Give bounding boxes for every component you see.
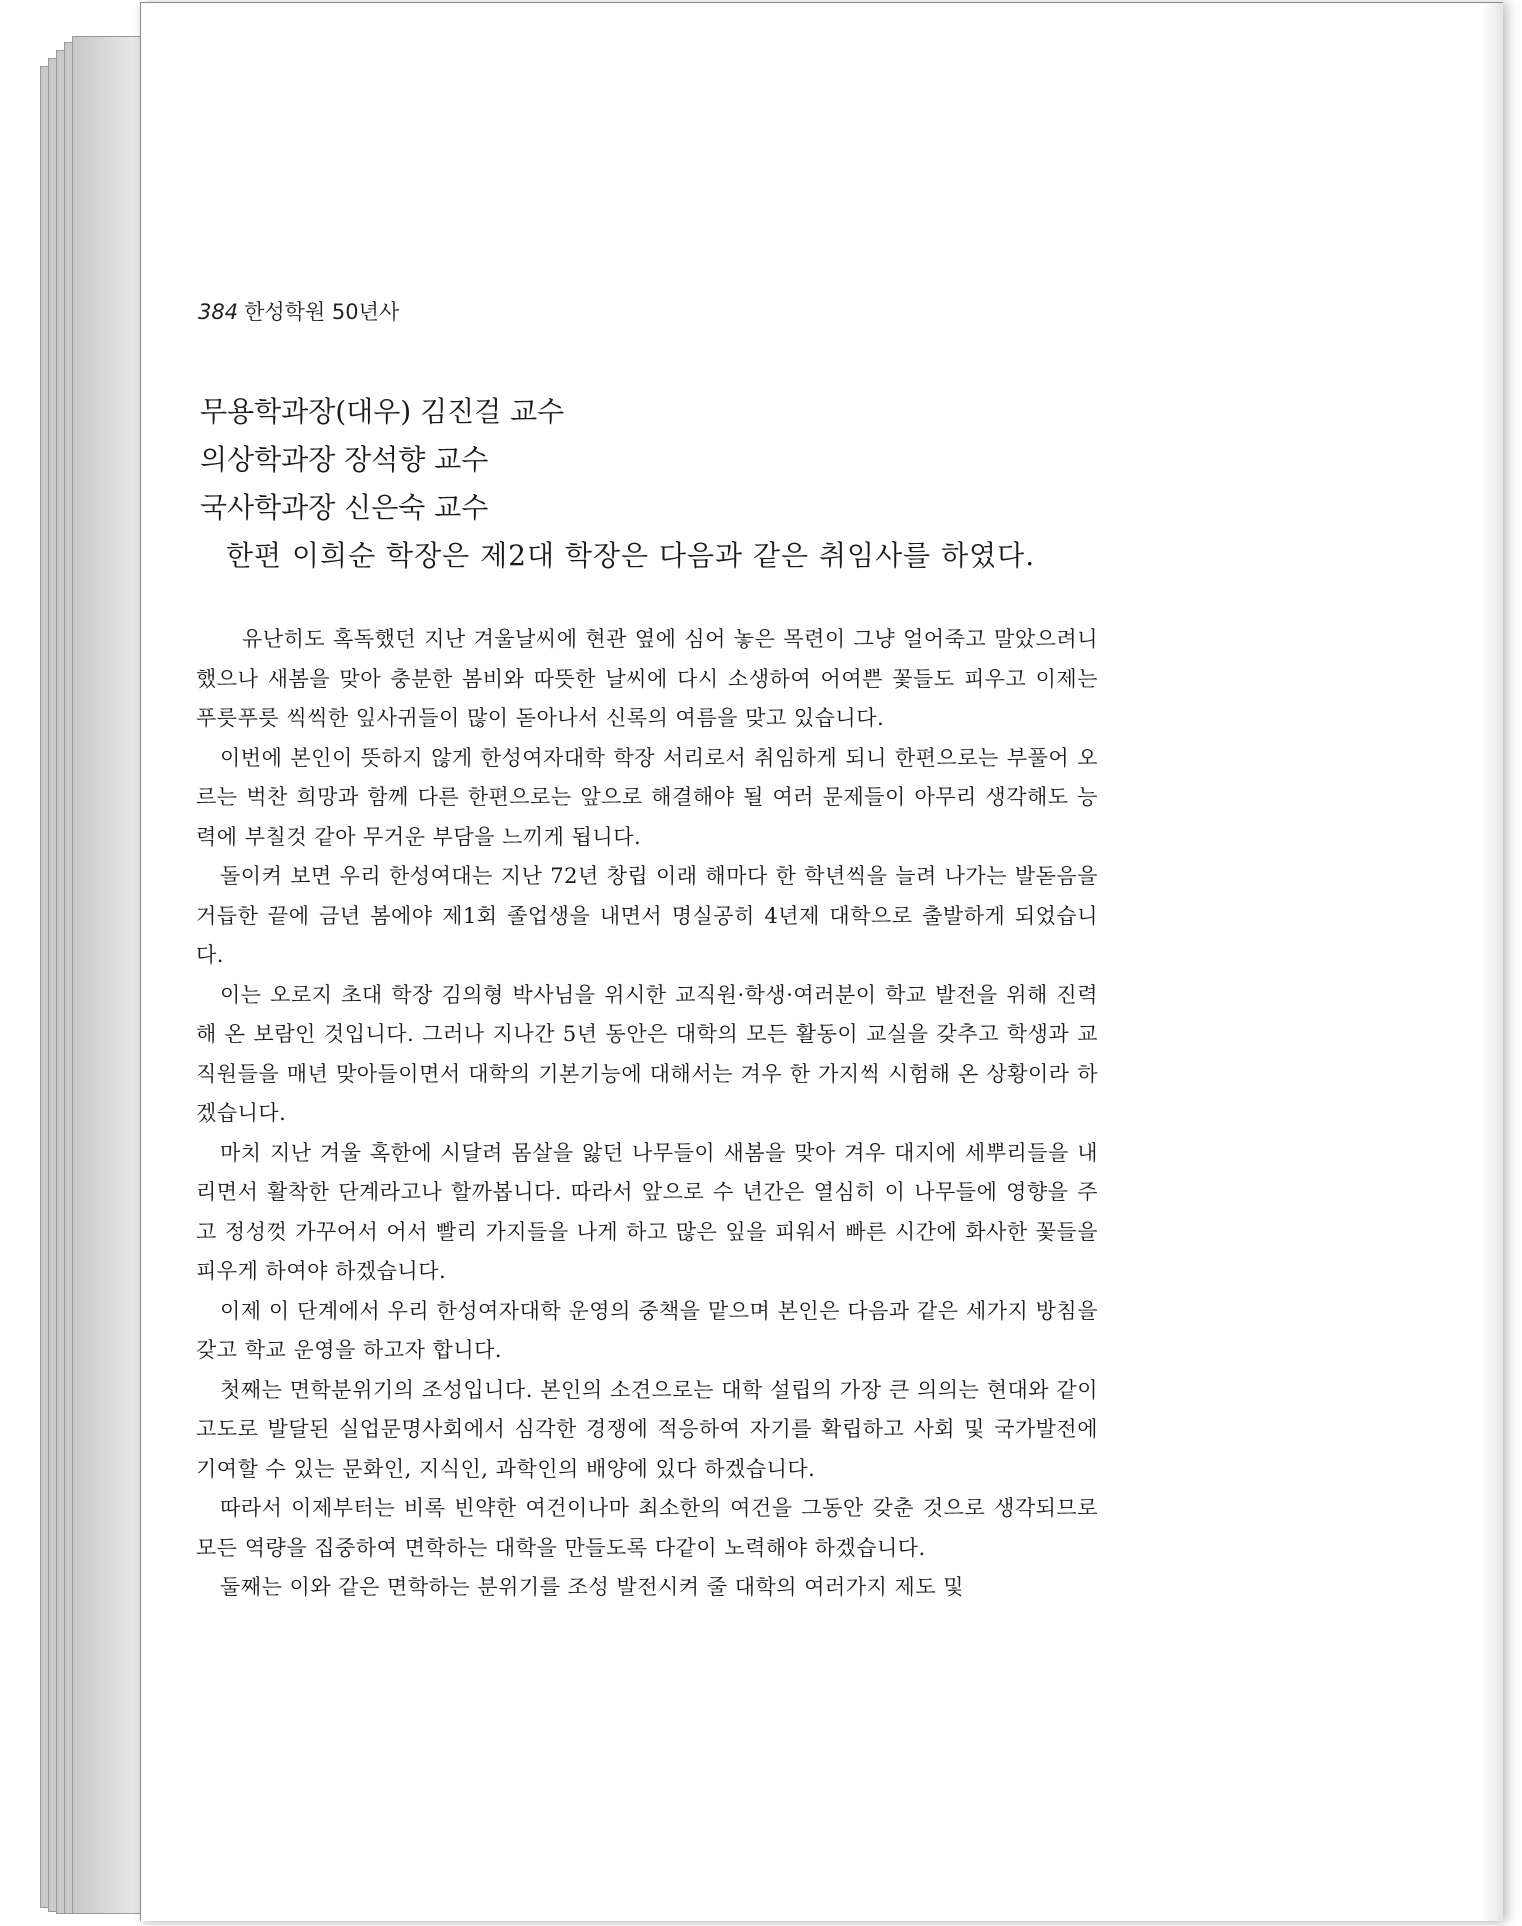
book-title: 한성학원 50년사 xyxy=(244,300,400,324)
inaugural-speech xyxy=(196,620,1098,1608)
running-header xyxy=(198,296,399,326)
staff-list xyxy=(200,388,564,532)
page-number: 384 xyxy=(198,300,239,324)
intro-sentence: 한편 이희순 학장은 제2대 학장은 다음과 같은 취임사를 하였다. xyxy=(226,539,1036,572)
staff-line: 의상학과장 장석향 교수 xyxy=(200,443,489,476)
staff-line: 무용학과장(대우) 김진걸 교수 xyxy=(200,395,565,428)
speech-paragraph: 돌이켜 보면 우리 한성여대는 지난 72년 창립 이래 해마다 한 학년씩을 늘려 나가는 발돋음을 거듭한 끝에 금년 봄에야 제1회 졸업생을 내면서 명실공히 4년제 대학으로 출발하게 되었습니다. xyxy=(196,864,1098,967)
staff-line: 국사학과장 신은숙 교수 xyxy=(200,491,489,524)
book-stack-edges xyxy=(40,30,150,1910)
speech-paragraph: 유난히도 혹독했던 지난 겨울날씨에 현관 옆에 심어 놓은 목련이 그냥 얼어죽고 말았으려니 했으나 새봄을 맞아 충분한 봄비와 따뜻한 날씨에 다시 소생하여 어여쁜 꽃들도 피우고 이제는 푸릇푸릇 씩씩한 잎사귀들이 많이 돋아나서 신록의 여름을 맞고 있습니다. xyxy=(196,627,1098,730)
speech-paragraph: 이제 이 단계에서 우리 한성여자대학 운영의 중책을 맡으며 본인은 다음과 같은 세가지 방침을 갖고 학교 운영을 하고자 합니다. xyxy=(196,1298,1098,1362)
speech-paragraph: 첫째는 면학분위기의 조성입니다. 본인의 소견으로는 대학 설립의 가장 큰 의의는 현대와 같이 고도로 발달된 실업문명사회에서 심각한 경쟁에 적응하여 자기를 확립하고 사회 및 국가발전에 기여할 수 있는 문화인, 지식인, 과학인의 배양에 있다 하겠습니다. xyxy=(196,1377,1098,1481)
speech-paragraph: 마치 지난 겨울 혹한에 시달려 몸살을 앓던 나무들이 새봄을 맞아 겨우 대지에 세뿌리들을 내리면서 활착한 단계라고나 할까봅니다. 따라서 앞으로 수 년간은 열심히 이 나무들에 영향을 주고 정성껏 가꾸어서 어서 빨리 가지들을 나게 하고 많은 잎을 피워서 빠른 시간에 화사한 꽃들을 피우게 하여야 하겠습니다. xyxy=(196,1140,1098,1283)
speech-paragraph: 이는 오로지 초대 학장 김의형 박사님을 위시한 교직원·학생·여러분이 학교 발전을 위해 진력해 온 보람인 것입니다. 그러나 지나간 5년 동안은 대학의 모든 활동이 교실을 갖추고 학생과 교직원들을 매년 맞아들이면서 대학의 기본기능에 대해서는 겨우 한 가지씩 시험해 온 상황이라 하겠습니다. xyxy=(196,982,1098,1125)
speech-paragraph: 이번에 본인이 뜻하지 않게 한성여자대학 학장 서리로서 취임하게 되니 한편으로는 부풀어 오르는 벅찬 희망과 함께 다른 한편으로는 앞으로 해결해야 될 여러 문제들이 아무리 생각해도 능력에 부칠것 같아 무거운 부담을 느끼게 됩니다. xyxy=(196,745,1098,849)
speech-paragraph: 따라서 이제부터는 비록 빈약한 여건이나마 최소한의 여건을 그동안 갖춘 것으로 생각되므로 모든 역량을 집중하여 면학하는 대학을 만들도록 다같이 노력해야 하겠습니다. xyxy=(196,1496,1098,1560)
speech-paragraph: 둘째는 이와 같은 면학하는 분위기를 조성 발전시켜 줄 대학의 여러가지 제도 및 xyxy=(220,1575,965,1599)
